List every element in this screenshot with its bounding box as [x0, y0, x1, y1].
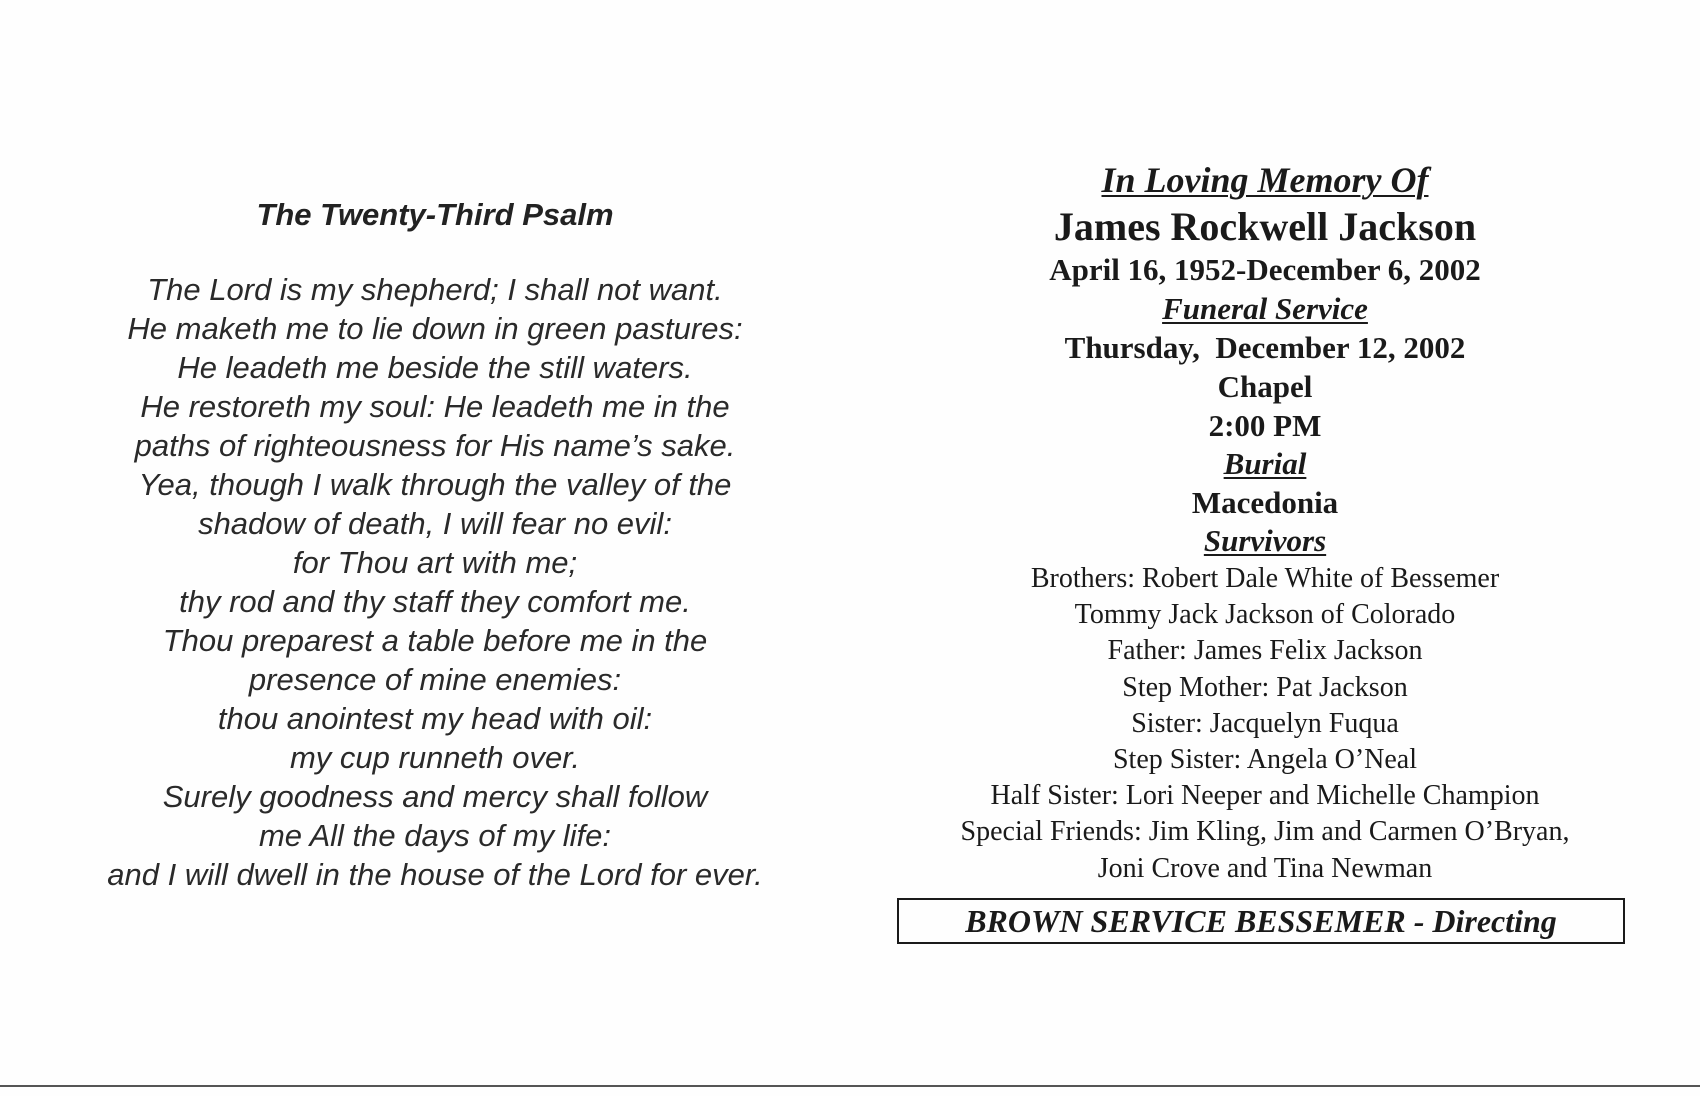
- psalm-line: and I will dwell in the house of the Lord for ever.: [107, 857, 763, 892]
- psalm-line: The Lord is my shepherd; I shall not want.: [147, 272, 723, 307]
- memorial-heading: In Loving Memory Of: [1101, 160, 1429, 200]
- psalm-line: for Thou art with me;: [292, 545, 578, 580]
- life-dates: April 16, 1952-December 6, 2002: [1049, 252, 1481, 287]
- psalm-line: He maketh me to lie down in green pastures:: [127, 311, 743, 346]
- psalm-line: shadow of death, I will fear no evil:: [198, 506, 672, 541]
- psalm-line: presence of mine enemies:: [248, 662, 622, 697]
- survivors-heading: Survivors: [1203, 523, 1327, 558]
- funeral-director-box: BROWN SERVICE BESSEMER - Directing: [897, 898, 1625, 944]
- memorial-panel: [900, 158, 1630, 887]
- burial-heading: Burial: [1223, 446, 1307, 481]
- survivor-line: Half Sister: Lori Neeper and Michelle Champion: [990, 780, 1540, 812]
- deceased-name: James Rockwell Jackson: [1053, 204, 1477, 249]
- survivor-line: Brothers: Robert Dale White of Bessemer: [1030, 563, 1500, 594]
- survivor-line: Tommy Jack Jackson of Colorado: [1074, 599, 1456, 631]
- psalm-line: me All the days of my life:: [258, 818, 612, 853]
- survivor-line: Step Sister: Angela O’Neal: [1112, 744, 1418, 776]
- funeral-place: Chapel: [1217, 369, 1313, 404]
- psalm-line: He restoreth my soul: He leadeth me in the: [140, 389, 730, 424]
- psalm-line: Yea, though I walk through the valley of the: [138, 467, 732, 502]
- survivor-line: Joni Crove and Tina Newman: [1097, 852, 1433, 884]
- survivors-list: [900, 561, 1630, 887]
- psalm-line: Thou preparest a table before me in the: [162, 623, 708, 658]
- psalm-line: thou anointest my head with oil:: [217, 701, 653, 736]
- psalm-text: [40, 270, 830, 894]
- burial-place: Macedonia: [1191, 485, 1339, 520]
- psalm-line: paths of righteousness for His name’s sake.: [134, 428, 736, 463]
- psalm-line: Surely goodness and mercy shall follow: [162, 779, 708, 814]
- funeral-time: 2:00 PM: [1208, 408, 1322, 443]
- psalm-title: The Twenty-Third Psalm: [256, 197, 614, 232]
- funeral-service-heading: Funeral Service: [1162, 291, 1368, 326]
- survivor-line: Sister: Jacquelyn Fuqua: [1131, 707, 1399, 739]
- survivor-line: Special Friends: Jim Kling, Jim and Carmen O’Bryan,: [960, 816, 1570, 848]
- psalm-line: He leadeth me beside the still waters.: [177, 350, 693, 385]
- psalm-line: thy rod and thy staff they comfort me.: [179, 584, 691, 619]
- survivor-line: Step Mother: Pat Jackson: [1122, 671, 1408, 703]
- funeral-day: Thursday, December 12, 2002: [1064, 330, 1466, 365]
- card-fold-line: [0, 1085, 1700, 1087]
- psalm-panel: [40, 196, 830, 894]
- psalm-line: my cup runneth over.: [289, 740, 581, 775]
- survivor-line: Father: James Felix Jackson: [1107, 635, 1423, 667]
